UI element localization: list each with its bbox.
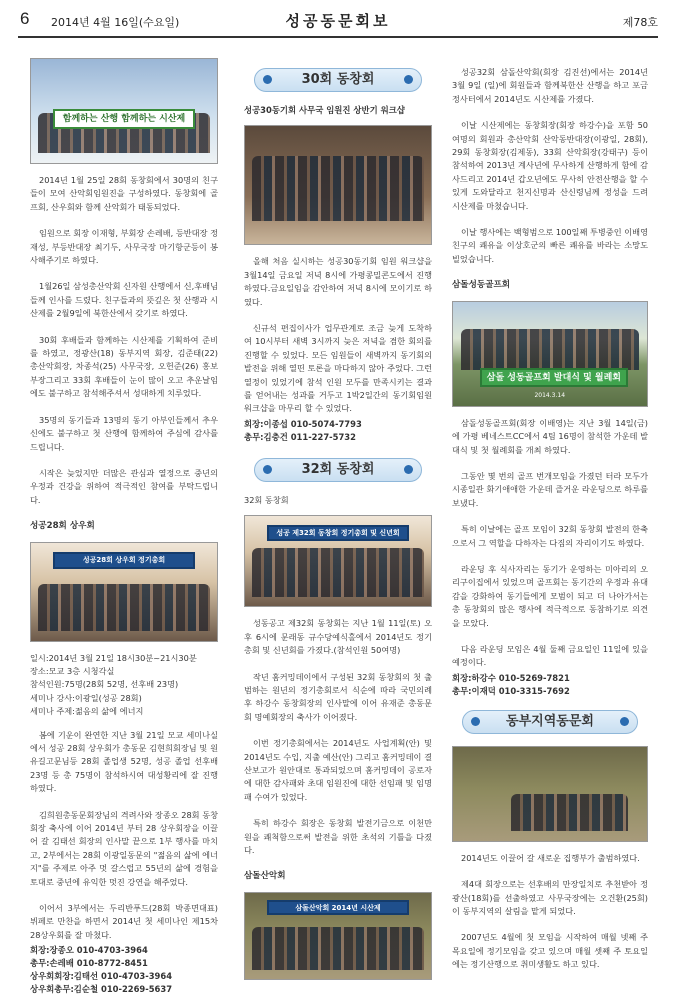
info-line: 세미나 강사:이광일(성공 28회) <box>30 692 142 703</box>
article-paragraph: 2014년도 이끌어 갈 새로운 집행부가 출범하였다. <box>461 852 640 863</box>
column-1 <box>30 58 218 996</box>
bullet-icon <box>620 717 629 726</box>
info-line: 참석인원:75명(28회 52명, 선후배 23명) <box>30 679 179 690</box>
article-paragraph: 봄에 기운이 완연한 지난 3월 21일 모교 세미나실에서 성공 28회 상우회가 총동문 김현희회장님 및 원유길고문님등 28회 졸업생 52명, 성공 졸업 선후배 23명 등 총 75명이 참석하시여 대성황리에 잘 진행하였다. <box>30 729 218 794</box>
article-paragraph: 특히 이날에는 골프 모임이 32회 동창회 발전의 한축으로서 그 역할을 다하자는 다짐의 자리이기도 하였다. <box>452 524 648 548</box>
article-paragraph: 1월26일 삼성총산악회 신자원 산행에서 신,후배님들께 인사를 드렸다. 친구들과의 뜻깊은 첫 산행과 시산제를 2월9일에 북한산에서 갖기로 하였다. <box>30 281 218 319</box>
article-subtitle: 성공30동기회 사무국 임원진 상반기 워크샵 <box>244 105 405 115</box>
page-number: 6 <box>20 9 30 28</box>
issue-date: 2014년 4월 16일(수요일) <box>51 16 180 29</box>
article-paragraph: 올해 처음 실시하는 성공30동기회 임원 워크샵을 3월14일 금요일 저녁 8시에 가평콩밀콘도에서 진행하였다.금요일임을 감안하여 저녁 8시에 모이기로 하였다. <box>244 256 432 307</box>
contact-line: 총무:이재덕 010-3315-7692 <box>452 685 570 696</box>
article-paragraph: 시작은 늦었지만 더많은 관심과 열정으로 중년의 우정과 건강을 위하여 적극적인 참여를 부탁드립니다. <box>30 467 218 505</box>
article-paragraph: 그동안 몇 번의 골프 번개모임을 가졌던 터라 모두가 시종일관 화기애애한 가운데 즐거운 라운딩으로 하루를 보냈다. <box>452 470 648 508</box>
info-line: 일시:2014년 3월 21일 18시30분~21시30분 <box>30 652 197 663</box>
bullet-icon <box>263 75 272 84</box>
info-line: 장소:모교 3층 시청각실 <box>30 665 115 676</box>
column-3 <box>452 66 648 985</box>
article-paragraph: 라운딩 후 식사자리는 동기가 운영하는 미아리의 오리구이집에서 있었으며 골프회는 동기간의 우정과 유대감을 강화하여 동기들에게 모범이 되고 더 나아가서는 총 동창회의 많은 행사에 적극적으로 동참하기로 의견을 모았다. <box>452 563 648 628</box>
bullet-icon <box>263 465 272 474</box>
photo-date: 2014.3.14 <box>534 392 566 400</box>
article-paragraph: 신규석 편집이사가 업무관계로 조금 늦게 도착하여 10시부터 새벽 3시까지 늦은 저녁을 겸한 회의를 진행할 수 있었다. 모든 임원들이 새벽까지 동기회의 발전을 위해 열띤 토론을 마다하지 않아 주었다. 그런 열정이 있었기에 참석 인원 모두를 만족시키는 결과를 얻어내는 성과를 거두고 1박2일간의 동기회임원 워크샵을 마무리 할 수 있었다. <box>244 323 432 414</box>
photo-east-region-hike <box>452 746 648 842</box>
section-title: 동부지역동문회 <box>506 713 594 729</box>
contact-line: 총무:김충건 011-227-5732 <box>244 431 356 442</box>
contact-list <box>30 944 218 996</box>
article-paragraph: 이날 행사에는 백형범으로 100일째 투병중인 이배영 친구의 쾌유을 이상호군의 빠른 쾌유를 바라는 소망도 빌었습니다. <box>452 227 648 264</box>
bullet-icon <box>471 717 480 726</box>
contact-list <box>244 418 432 444</box>
article-paragraph: 이번 정기총회에서는 2014년도 사업계획(안) 및 2014년도 수입, 지출 예산(안) 그리고 홈커밍데이 결산보고가 원안대로 통과되었으며 홈커밍데이 공로자에 대한 감사패와 초대 임원진에 대한 선임패 및 임명패 수여가 있었다. <box>244 738 432 802</box>
event-info <box>30 652 218 719</box>
article-paragraph: 김희원총동문회장님의 격려사와 장종오 28회 동창회장 축사에 이어 2014년 부터 28 상우회장을 이끌어 갈 김태선 회장의 인사말 끝으로 1부 행사를 마치고, 2부에서는 28회 이광일동문의 "젊음의 삶에 에너지"를 주제로 아주 멋 갈스럽고 55년의 삶에 경험을 토대로 중년에 유익한 멋진 강연을 해주었다. <box>30 809 219 887</box>
photo-32-reunion <box>244 515 432 607</box>
photo-mountain-club <box>244 892 432 980</box>
section-title: 삼돌성동골프회 <box>452 280 511 291</box>
contact-line: 상우회총무:김순철 010-2269-5637 <box>30 984 173 995</box>
info-line: 세미나 주제:젊음의 삶에 에너지 <box>30 706 144 717</box>
article-paragraph: 성공32회 삼돌산악회(회장 김진선)에서는 2014년 3월 9일 (일)에 회원들과 함께북한산 산행을 하고 포금정사터에서 2014년도 시산제를 가졌다. <box>452 67 648 104</box>
article-paragraph: 2007년도 4월에 첫 모임을 시작하여 매월 넷째 주 목요일에 정기모임을 갖고 있으며 매월 셋째 주 토요일에는 정기산행으로 취미생활도 하고 있다. <box>452 932 648 970</box>
article-paragraph: 이어서 3부에서는 두리반푸드(28회 박종면대표) 뷔페로 만찬을 하면서 2014년 첫 세미나인 제15차 28상우회를 잘 마쳤다. <box>30 903 218 940</box>
photo-banner: 함께하는 산행 함께하는 시산제 <box>53 109 194 129</box>
article-paragraph: 성동공고 제32회 동창회는 지난 1월 11일(토) 오후 6시에 문래동 규수당예식홀에서 2014년도 정기총회 및 신년회를 가졌다.(참석인원 50여명) <box>244 618 432 656</box>
article-paragraph: 임원으로 회장 이재형, 부회장 손레배, 등반대장 정 재성, 부등반대장 최기두, 사무국장 마기항군등이 봉사해주기로 하였다. <box>30 228 219 266</box>
newsletter-title: 성공동문회보 <box>285 12 391 30</box>
section-title: 삼돌산악회 <box>244 871 286 882</box>
bullet-icon <box>404 75 413 84</box>
article-paragraph: 삼돌성동골프회(회장 이배영)는 지난 3월 14일(금)에 가평 베네스트CC에서 4팀 16명이 참석한 가운데 발대식 및 첫 월례회를 개최 하였다. <box>452 417 648 455</box>
article-paragraph: 제4대 회장으로는 선후배의 만장일치로 추천받아 정광산(18회)를 선출하였고 사무국장에는 오건환(25회)이 동부지역의 살림을 맡게 되었다. <box>452 879 648 916</box>
photo-banner: 삼돌 성동골프회 발대식 및 월례회 <box>480 368 627 387</box>
photo-mountain-group <box>30 58 218 164</box>
bullet-icon <box>404 465 413 474</box>
section-title-bar <box>254 68 422 92</box>
article-paragraph: 35명의 동기들과 13명의 동기 아부인들께서 추우신에도 불구하고 첫 산행에 함께하여 주심에 감사를 드립니다. <box>30 414 218 452</box>
photo-people <box>38 584 209 631</box>
contact-line: 회장:이종섭 010-5074-7793 <box>244 418 362 429</box>
photo-people <box>511 794 627 832</box>
article-paragraph: 다음 라운딩 모임은 4월 둘째 금요일인 11일에 있을 예정이다. <box>452 643 648 668</box>
photo-people <box>252 156 423 221</box>
article-paragraph: 특히 하강수 회장은 동창회 발전기금으로 이천만원을 쾌척함으로써 발전을 위한 초석의 기틀을 다졌다. <box>244 818 432 855</box>
contact-line: 회장:장종오 010-4703-3964 <box>30 945 148 956</box>
photo-people <box>252 548 423 598</box>
issue-number: 제78호 <box>622 16 658 29</box>
photo-golf-club <box>452 301 648 407</box>
section-title: 성공28회 상우회 <box>30 521 95 532</box>
photo-banner: 성공28회 상우회 정기총회 <box>53 552 194 569</box>
article-subtitle: 32회 동창회 <box>244 494 289 505</box>
contact-line: 총무:손레배 010-8772-8451 <box>30 958 148 969</box>
photo-people <box>461 329 640 371</box>
article-paragraph: 30회 후배들과 함께하는 시산제를 기획하여 준비를 하였고, 정광산(18) 동부지역 회장, 김준태(22) 총산악회장, 차종석(25) 사무국장, 오헌준(26) 홍보부장그리고 33회 후배들이 눈이 많이 오고 추운날임에도 불구하고 참석해주셔서 성대하게 치루었다. <box>30 334 218 399</box>
photo-people <box>252 927 423 970</box>
article-paragraph: 이날 시산제에는 동창회장(회장 하강수)을 포함 50여명의 회원과 총산악회 산악동반대장(이광일, 28회), 29회 동창회장(김제동), 33회 산악회장(강태구) 등이 참석하여 2013년 계사년에 무사하게 산행하게 함에 감사드리고 2014년 갑오년에도 무사히 안전산행을 할 수 있게 도와달라고 천지신명과 산신령님께 정성을 드려 시산제를 마쳤습니다. <box>452 120 648 211</box>
article-paragraph: 작년 홈커밍데이에서 구성된 32회 동창회의 첫 출범하는 원년의 정기총회로서 식순에 따라 국민의례 후 하강수 동창회장의 인사말에 이어 유재준 총동문회 명예회장의 축사가 이어졌다. <box>244 671 432 722</box>
contact-line: 회장:하강수 010-5269-7821 <box>452 672 570 683</box>
photo-banner: 삼돌산악회 2014년 시산제 <box>267 900 408 915</box>
column-2 <box>244 68 432 990</box>
header-rule <box>18 36 658 38</box>
page-header <box>18 5 658 39</box>
contact-list <box>452 672 648 698</box>
section-title-bar <box>254 458 422 482</box>
section-title: 30회 동창회 <box>301 72 375 87</box>
photo-workshop <box>244 125 432 245</box>
section-title: 32회 동창회 <box>301 461 375 477</box>
photo-banner: 성공 제32회 동창회 정기총회 및 신년회 <box>267 525 408 541</box>
section-title-bar <box>462 710 638 734</box>
contact-line: 상우회회장:김태선 010-4703-3964 <box>30 971 173 982</box>
photo-meeting-hall <box>30 542 218 642</box>
article-paragraph: 2014년 1월 25일 28회 동창회에서 30명의 친구들이 모여 산악회임원진을 구성하였다. 동창회에 골프회, 산우회와 함께 산악회가 태동되었다. <box>30 175 218 212</box>
